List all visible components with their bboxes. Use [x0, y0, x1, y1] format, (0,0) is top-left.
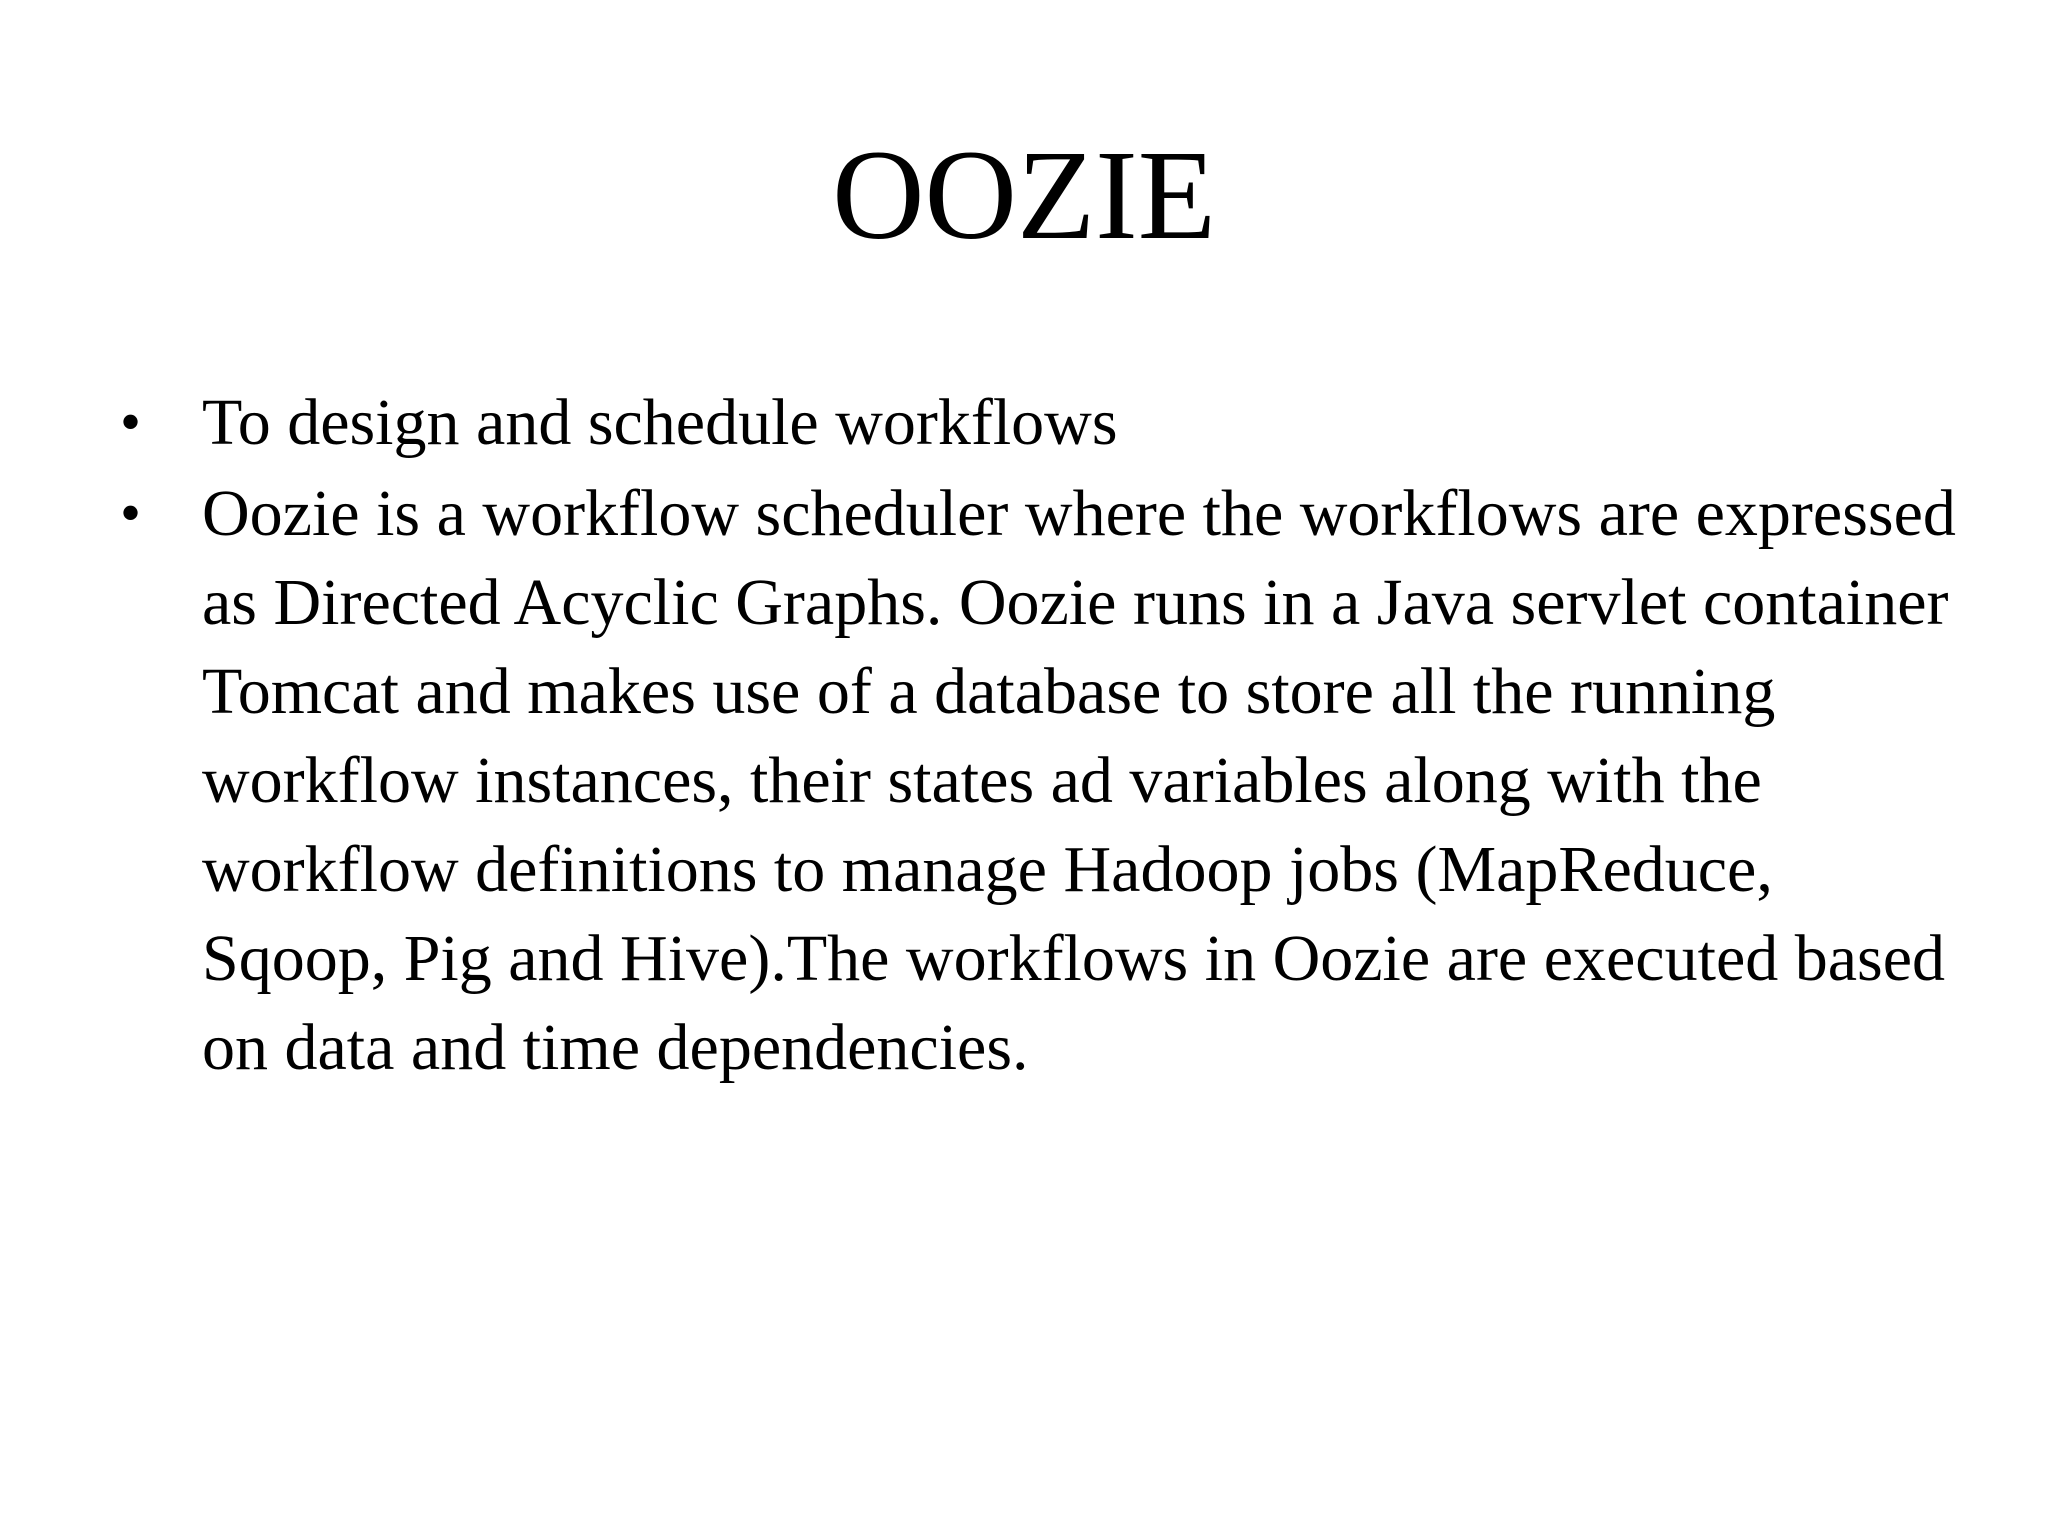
slide-title: OOZIE: [832, 124, 1216, 266]
bullet-item: [120, 469, 1960, 1092]
bullet-marker: •: [120, 480, 142, 546]
bullet-text: Oozie is a workflow scheduler where the workflows are expressed as Directed Acyclic Graphs. Oozie runs in a Java servlet container Tomcat and makes use of a database to store all the running workflow instances, their states ad variables along with the workflow definitions to manage Hadoop jobs (MapReduce, Sqoop, Pig and Hive).The workflows in Oozie are executed based on data and time dependencies.: [202, 477, 1956, 1084]
bullet-item: [120, 378, 1960, 467]
bullet-text: To design and schedule workflows: [202, 386, 1118, 459]
bullet-marker: •: [120, 389, 142, 455]
bullet-list: [120, 378, 1960, 1094]
